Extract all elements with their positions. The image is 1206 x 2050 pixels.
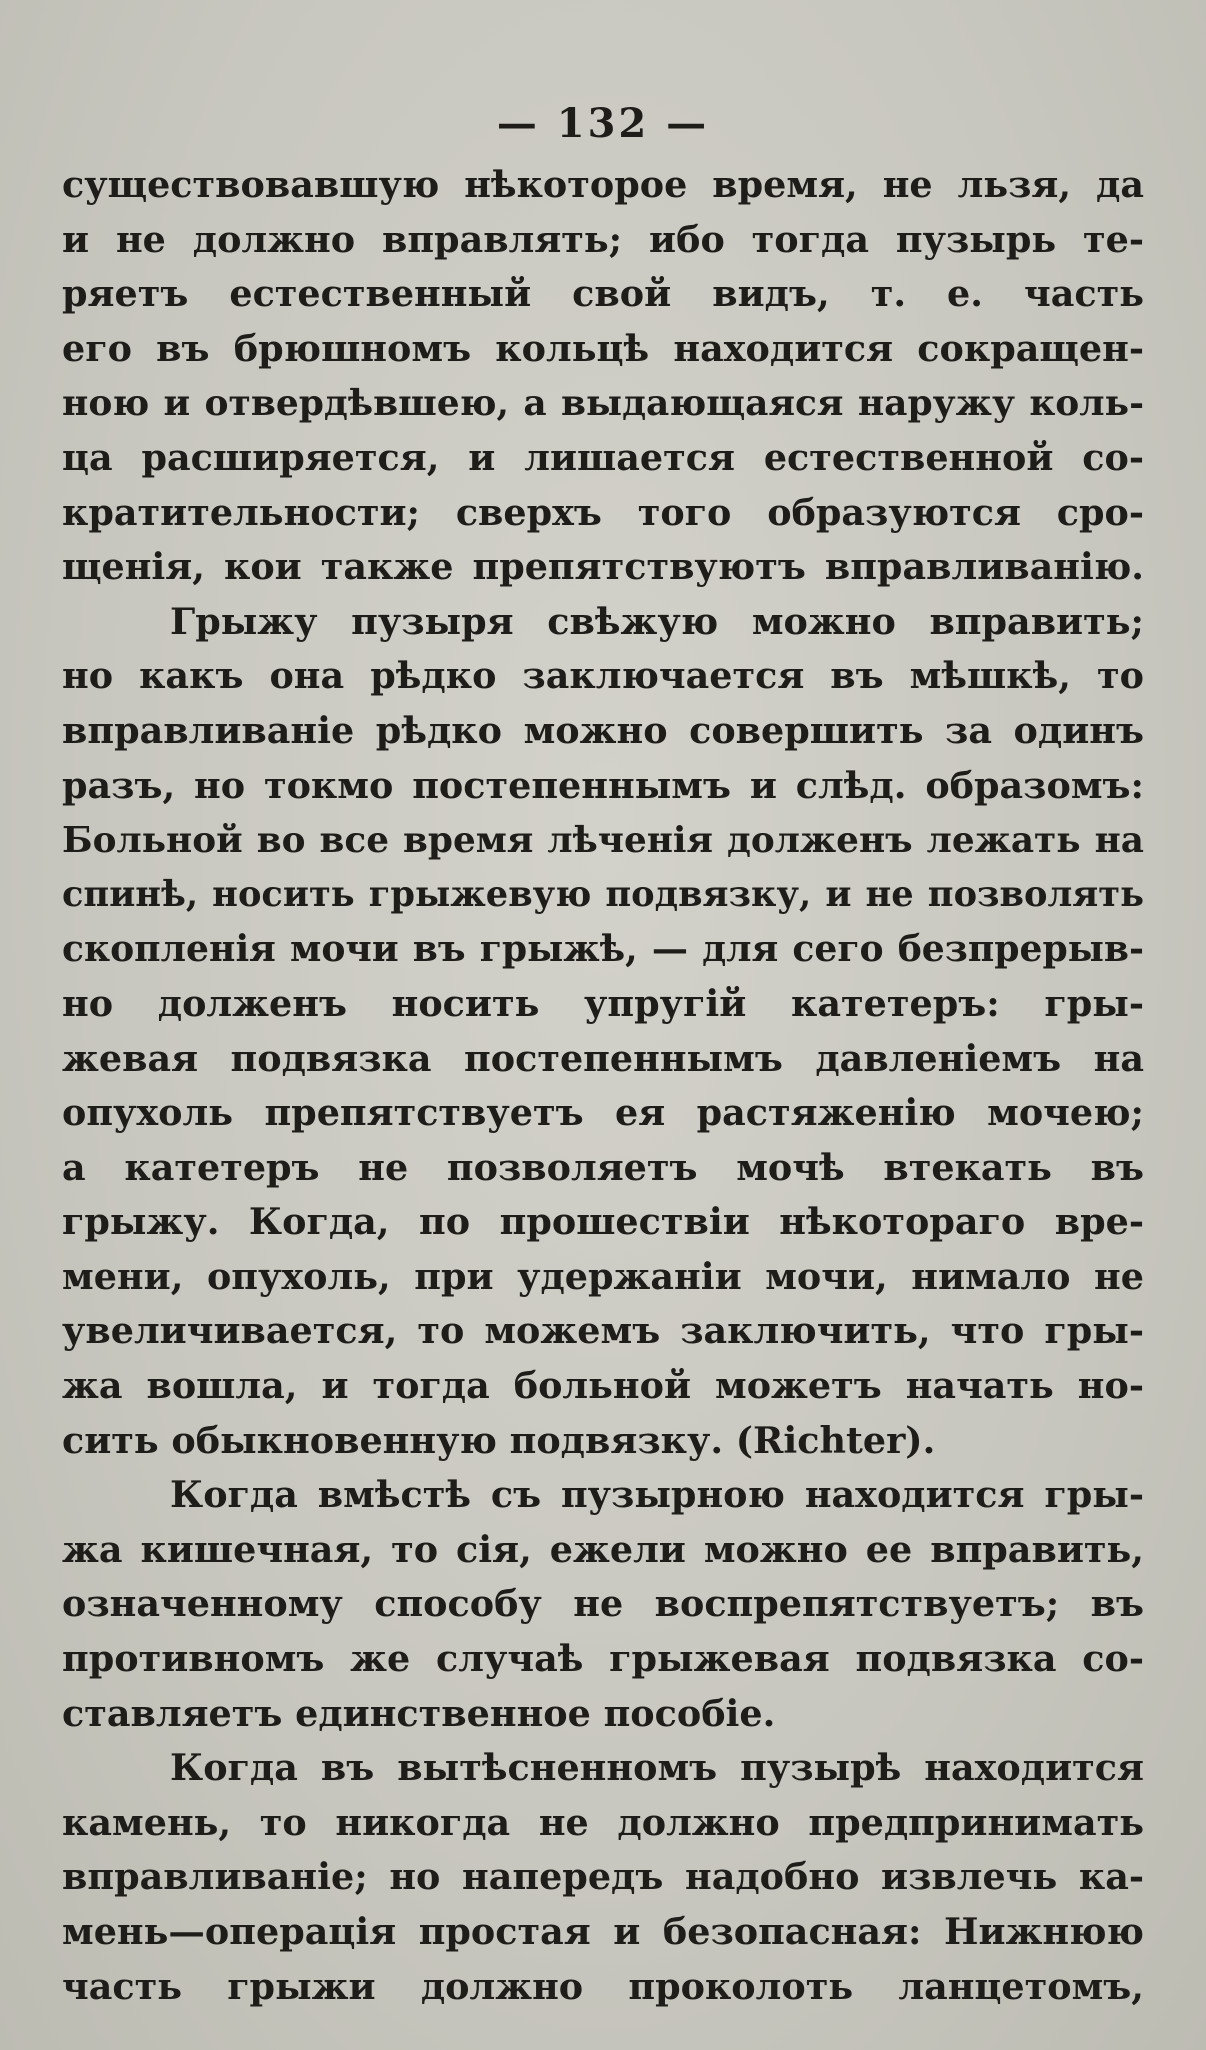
paragraph-4: [62, 1741, 1144, 2014]
text-line: Больной во все время лѣченія долженъ лежать на: [62, 819, 1144, 862]
text-line: спинѣ, носить грыжевую подвязку, и не позволять: [62, 873, 1144, 915]
paragraph-1: [62, 158, 1144, 595]
text-line: вправливаніе рѣдко можно совершить за одинъ: [62, 708, 1144, 752]
text-line: часть грыжи должно проколоть ланцетомъ,: [62, 1964, 1144, 2008]
text-line: жа вошла, и тогда больной можетъ начать но-: [62, 1364, 1144, 1408]
text-line: означенному способу не воспрепятствуетъ; въ: [62, 1582, 1144, 1626]
text-line: его въ брюшномъ кольцѣ находится сокращен-: [62, 326, 1144, 370]
text-line: мени, опухоль, при удержаніи мочи, нимало не: [62, 1254, 1144, 1298]
text-line: ставляетъ единственное пособіе.: [62, 1691, 776, 1735]
text-line: мень—операція простая и безопасная: Нижнюю: [62, 1910, 1144, 1953]
text-line: грыжу. Когда, по прошествіи нѣкотораго вре-: [62, 1200, 1144, 1244]
text-line: сить обыкновенную подвязку. (Richter).: [62, 1418, 936, 1462]
text-line: Грыжу пузыря свѣжую можно вправить;: [170, 599, 1144, 643]
text-line: увеличивается, то можемъ заключить, что гры-: [62, 1309, 1144, 1353]
text-line: но какъ она рѣдко заключается въ мѣшкѣ, то: [62, 654, 1144, 698]
text-line: щенія, кои также препятствуютъ вправливанію.: [62, 545, 1144, 589]
text-line: и не должно вправлять; ибо тогда пузырь те-: [62, 217, 1144, 261]
body-text: [62, 158, 1144, 2014]
text-line: но долженъ носить упругій катетеръ: гры-: [62, 981, 1144, 1025]
text-line: противномъ же случаѣ грыжевая подвязка со-: [62, 1637, 1144, 1681]
text-line: жевая подвязка постепеннымъ давленіемъ на: [62, 1036, 1144, 1080]
text-line: жа кишечная, то сія, ежели можно ее вправить,: [62, 1527, 1144, 1571]
text-line: существовавшую нѣкоторое время, не льзя, да: [62, 163, 1144, 206]
text-line: ною и отвердѣвшею, а выдающаяся наружу коль-: [62, 382, 1144, 425]
paragraph-3: [62, 1468, 1144, 1741]
text-line: опухоль препятствуетъ ея растяженію мочею;: [62, 1091, 1144, 1135]
text-line: вправливаніе; но напередъ надобно извлечь ка-: [62, 1855, 1144, 1899]
text-line: ряетъ естественный свой видъ, т. е. часть: [62, 272, 1144, 316]
text-line: скопленія мочи въ грыжѣ, — для сего безпрерыв-: [62, 927, 1144, 971]
page-number: — 132 —: [496, 100, 710, 147]
text-line: ца расширяется, и лишается естественной со-: [62, 435, 1144, 479]
text-line: разъ, но токмо постепеннымъ и слѣд. образомъ:: [62, 763, 1144, 807]
text-line: камень, то никогда не должно предпринимать: [62, 1800, 1144, 1844]
text-line: кратительности; сверхъ того образуются сро-: [62, 490, 1144, 534]
text-line: Когда въ вытѣсненномъ пузырѣ находится: [170, 1746, 1144, 1790]
text-line: Когда вмѣстѣ съ пузырною находится гры-: [170, 1473, 1144, 1517]
text-line: а катетеръ не позволяетъ мочѣ втекать въ: [62, 1145, 1144, 1189]
paragraph-2: [62, 595, 1144, 1469]
